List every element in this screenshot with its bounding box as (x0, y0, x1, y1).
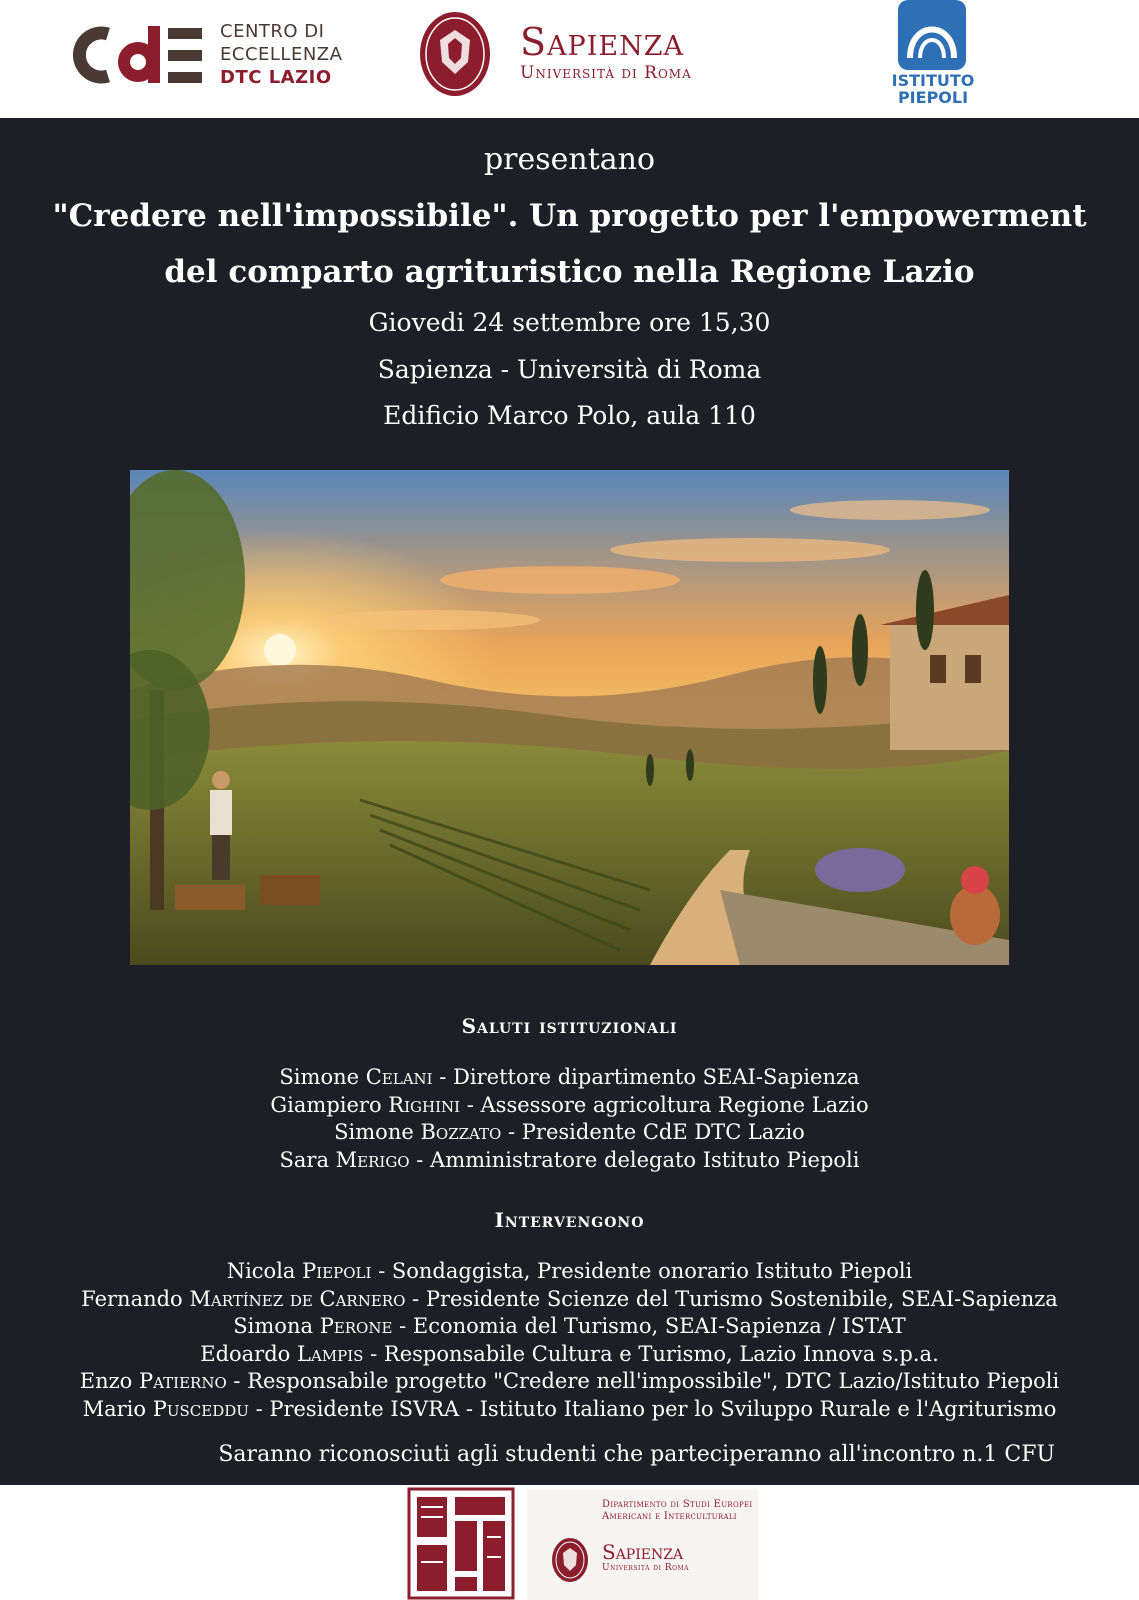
speaker-line (0, 1119, 1139, 1147)
speaker-last: Celani (365, 1065, 433, 1089)
speaker-role: - Assessore agricoltura Regione Lazio (460, 1092, 869, 1117)
speaker-line (0, 1258, 1139, 1286)
event-title-line1: "Credere nell'impossibile". Un progetto per l'empowerment (52, 198, 1087, 234)
speaker-line (0, 1064, 1139, 1092)
speaker-last: Piepoli (302, 1259, 372, 1283)
event-venue: Sapienza - Università di Roma (377, 355, 762, 384)
speaker-line (0, 1368, 1139, 1396)
speaker-role: - Responsabile progetto "Credere nell'impossibile", DTC Lazio/Istituto Piepoli (226, 1369, 1060, 1393)
speaker-last: Patierno (139, 1369, 227, 1393)
speaker-last: Merigo (335, 1147, 410, 1172)
sapienza-title: Sapienza (520, 20, 684, 64)
speaker-first: Giampiero (270, 1092, 382, 1117)
speaker-first: Simone (334, 1120, 414, 1144)
sapienza-subtitle: Università di Roma (520, 63, 692, 83)
speaker-line (0, 1396, 1139, 1424)
footer-sapienza-subtitle: Università di Roma (602, 1563, 689, 1573)
landscape-photo (130, 470, 1009, 965)
speaker-role: - Economia del Turismo, SEAI-Sapienza / ISTAT (392, 1314, 906, 1338)
footer-sapienza-title: Sapienza (602, 1540, 684, 1564)
cde-line2: ECCELLENZA (220, 44, 343, 65)
dept-line1: Dipartimento di Studi Europei (602, 1499, 753, 1510)
cde-line3: DTC LAZIO (220, 67, 332, 88)
cfu-note: Saranno riconosciuti agli studenti che parteciperanno all'incontro n.1 CFU (218, 1442, 1055, 1467)
cde-logo-text (220, 20, 342, 89)
speaker-line (0, 1286, 1139, 1314)
cde-line1: CENTRO DI (220, 21, 325, 42)
speaker-role: - Amministratore delegato Istituto Piepoli (409, 1147, 860, 1172)
speaker-role: - Responsabile Cultura e Turismo, Lazio Innova s.p.a. (363, 1341, 939, 1366)
event-room: Edificio Marco Polo, aula 110 (383, 401, 756, 430)
speaker-first: Simone (279, 1065, 360, 1089)
speaker-last: Righini (388, 1092, 461, 1117)
main-content (0, 118, 1139, 1485)
speaker-role: - Presidente CdE DTC Lazio (501, 1120, 805, 1144)
dept-line2: Americani e Interculturali (602, 1511, 737, 1522)
department-name (602, 1499, 753, 1523)
piepoli-line1: ISTITUTO (891, 71, 975, 90)
intervengono-list (0, 1258, 1139, 1423)
speaker-last: Perone (319, 1314, 393, 1338)
saluti-list (0, 1064, 1139, 1174)
footer-sapienza-logo (602, 1541, 689, 1573)
footer-logos (0, 1485, 1139, 1600)
speaker-last: Pusceddu (152, 1396, 249, 1421)
event-title-line2: del comparto agrituristico nella Regione Lazio (164, 254, 975, 290)
speaker-first: Nicola (226, 1259, 296, 1283)
intervengono-heading: Intervengono (494, 1208, 645, 1232)
speaker-first: Enzo (79, 1369, 133, 1393)
speaker-first: Simona (233, 1314, 313, 1338)
speaker-line (0, 1313, 1139, 1341)
saluti-heading: Saluti istituzionali (461, 1014, 678, 1038)
piepoli-line2: PIEPOLI (897, 88, 969, 107)
speaker-role: - Presidente Scienze del Turismo Sostenibile, SEAI-Sapienza (405, 1286, 1058, 1311)
speaker-line (0, 1092, 1139, 1120)
sapienza-seal-icon (418, 10, 492, 98)
speaker-first: Fernando (81, 1286, 183, 1311)
speaker-first: Edoardo (200, 1341, 291, 1366)
speaker-last: Bozzato (420, 1120, 502, 1144)
sapienza-logo (520, 22, 692, 84)
speaker-line (0, 1147, 1139, 1175)
speaker-last: Lampis (297, 1341, 364, 1366)
event-date: Giovedi 24 settembre ore 15,30 (368, 308, 771, 337)
speaker-role: - Presidente ISVRA - Istituto Italiano per lo Sviluppo Rurale e l'Agriturismo (248, 1396, 1057, 1421)
piepoli-logo-text (888, 72, 978, 106)
speaker-last: Martínez de Carnero (189, 1286, 406, 1311)
footer-sapienza-seal-icon (551, 1537, 589, 1583)
header-logos (0, 0, 1139, 118)
speaker-role: - Sondaggista, Presidente onorario Istituto Piepoli (371, 1259, 913, 1283)
speaker-first: Mario (82, 1396, 147, 1421)
presents-label: presentano (483, 142, 656, 177)
speaker-first: Sara (279, 1147, 329, 1172)
woodcut-emblem-icon (407, 1487, 515, 1600)
speaker-role: - Direttore dipartimento SEAI-Sapienza (432, 1065, 860, 1089)
speaker-line (0, 1341, 1139, 1369)
